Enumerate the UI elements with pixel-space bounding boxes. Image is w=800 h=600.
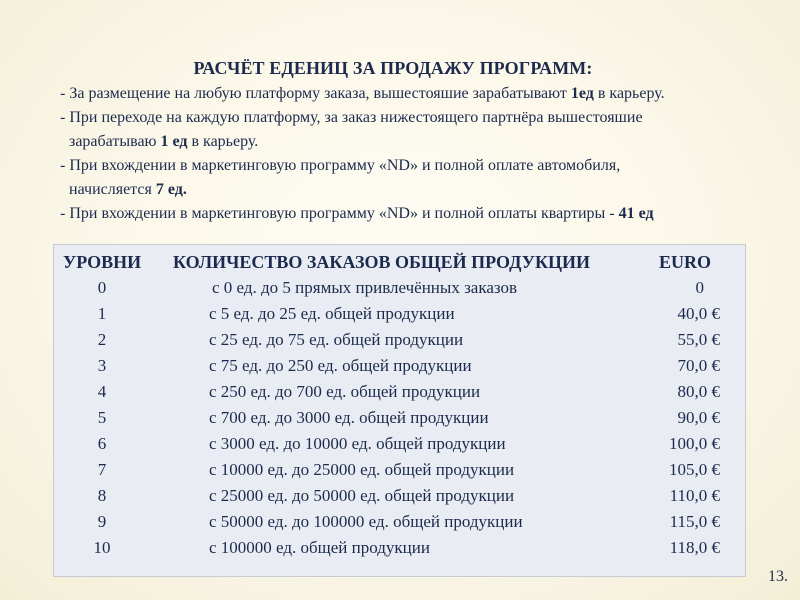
cell-condition: с 5 ед. до 25 ед. общей продукции: [209, 304, 455, 323]
cell-level: 6: [97, 434, 107, 453]
cell-euro: 40,0 €: [677, 304, 720, 323]
bullet-list: [60, 82, 785, 226]
bullet-bold: 1 ед: [160, 133, 188, 150]
bullet-item-continuation: [60, 130, 785, 154]
cell-condition: с 25000 ед. до 50000 ед. общей продукции: [209, 486, 515, 505]
bullet-text: в карьеру.: [593, 85, 665, 102]
bullet-item: [60, 154, 785, 178]
page-title: РАСЧЁТ ЕДЕНИЦ ЗА ПРОДАЖУ ПРОГРАММ:: [193, 58, 593, 78]
cell-condition: с 250 ед. до 700 ед. общей продукции: [209, 382, 481, 401]
bullet-text: - При вхождении в маркетинговую программу «ND» и полной оплаты квартиры -: [60, 205, 619, 222]
cell-euro: 118,0 €: [669, 538, 720, 557]
cell-condition: с 10000 ед. до 25000 ед. общей продукции: [209, 460, 515, 479]
cell-level: 9: [97, 512, 107, 531]
bullet-text: - При переходе на каждую платформу, за заказ нижестоящего партнёра вышестояшие: [60, 109, 643, 126]
cell-level: 2: [97, 330, 107, 349]
table-row: [0, 460, 800, 486]
table-row: [0, 408, 800, 434]
cell-euro: 100,0 €: [669, 434, 720, 453]
bullet-text: - При вхождении в маркетинговую программу «ND» и полной оплате автомобиля,: [60, 157, 621, 174]
header-levels: УРОВНИ: [63, 252, 142, 272]
table-row: [0, 512, 800, 538]
cell-condition: с 75 ед. до 250 ед. общей продукции: [209, 356, 472, 375]
table-row: [0, 434, 800, 460]
cell-level: 0: [97, 278, 107, 297]
table-row: [0, 538, 800, 564]
cell-condition: с 3000 ед. до 10000 ед. общей продукции: [209, 434, 506, 453]
header-order-count: КОЛИЧЕСТВО ЗАКАЗОВ ОБЩЕЙ ПРОДУКЦИИ: [173, 252, 590, 272]
table-row: [0, 382, 800, 408]
cell-level: 7: [97, 460, 107, 479]
cell-level: 3: [97, 356, 107, 375]
table-header: [0, 252, 800, 278]
bullet-item: [60, 202, 785, 226]
cell-euro: 90,0 €: [677, 408, 720, 427]
bullet-text: начисляется: [69, 181, 156, 198]
table-row: [0, 356, 800, 382]
bullet-text: зарабатываю: [69, 133, 161, 150]
bullet-item: [60, 82, 785, 106]
cell-level: 4: [97, 382, 107, 401]
cell-euro: 55,0 €: [677, 330, 720, 349]
cell-level: 1: [97, 304, 107, 323]
cell-condition: с 50000 ед. до 100000 ед. общей продукции: [209, 512, 523, 531]
cell-condition: с 0 ед. до 5 прямых привлечённых заказов: [212, 278, 518, 297]
bullet-bold: 7 ед.: [155, 181, 187, 198]
cell-level: 10: [93, 538, 111, 557]
table-row: [0, 486, 800, 512]
cell-euro: 115,0 €: [669, 512, 720, 531]
cell-level: 5: [97, 408, 107, 427]
header-euro: EURO: [659, 252, 712, 272]
cell-euro: 70,0 €: [677, 356, 720, 375]
page-number: 13.: [768, 568, 788, 585]
cell-euro: 80,0 €: [677, 382, 720, 401]
table-row: [0, 278, 800, 304]
bullet-item: [60, 106, 785, 130]
cell-euro: 110,0 €: [669, 486, 720, 505]
table-row: [0, 330, 800, 356]
cell-condition: с 25 ед. до 75 ед. общей продукции: [209, 330, 464, 349]
cell-euro: 0: [695, 278, 704, 297]
cell-level: 8: [97, 486, 107, 505]
table-body: [0, 278, 800, 564]
bullet-bold: 1ед: [570, 85, 594, 102]
cell-condition: с 100000 ед. общей продукции: [209, 538, 430, 557]
cell-condition: с 700 ед. до 3000 ед. общей продукции: [209, 408, 489, 427]
bullet-text: - За размещение на любую платформу заказа, вышестояшие зарабатывают: [60, 85, 571, 102]
bullet-item-continuation: [60, 178, 785, 202]
bullet-text: в карьеру.: [187, 133, 259, 150]
bullet-bold: 41 ед: [618, 205, 654, 222]
cell-euro: 105,0 €: [669, 460, 720, 479]
table-row: [0, 304, 800, 330]
